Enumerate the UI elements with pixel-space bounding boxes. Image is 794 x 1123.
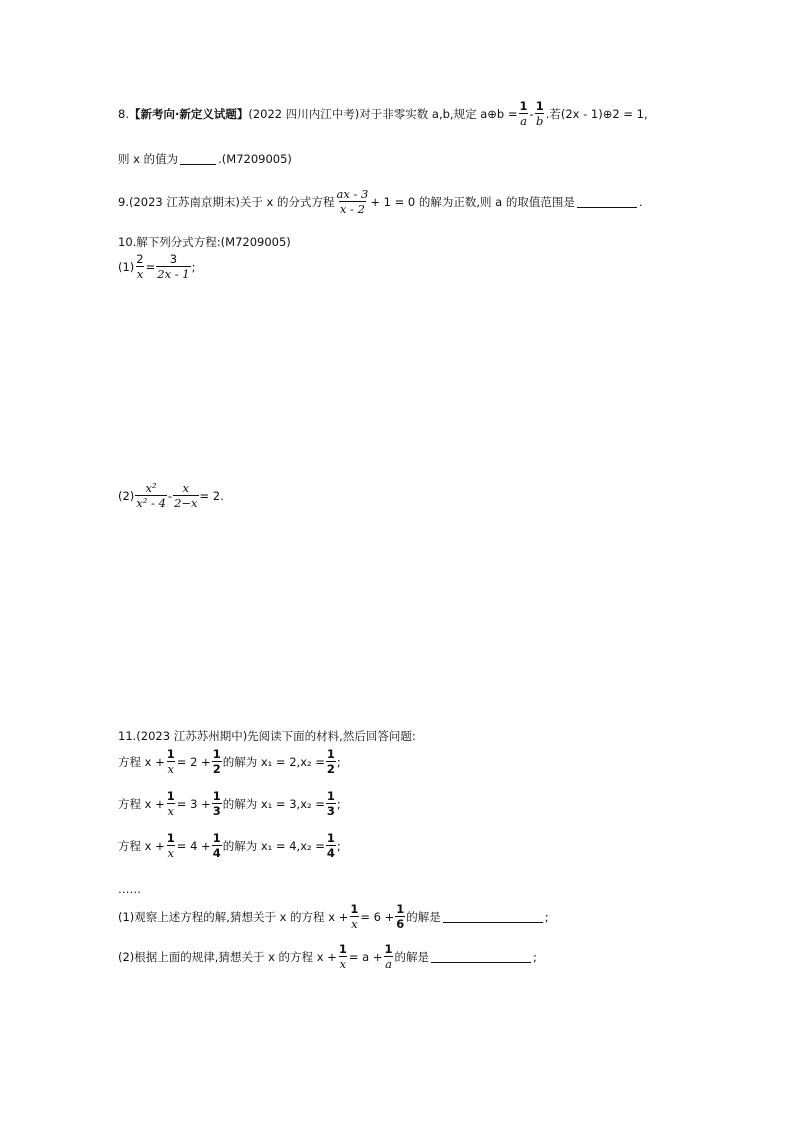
q11-s2-answer-blank[interactable] [431, 951, 531, 963]
q11-subquestion-1: (1)观察上述方程的解,猜想关于 x 的方程 x + $\frac{1}{x}$ = 6 + $\frac{1}{6}$ 的解是 ; [118, 902, 549, 932]
q8-text-a: 对于非零实数 a,b,规定 a⊕b = [359, 106, 518, 121]
q8-line2: 则 x 的值为 .(M7209005) [118, 152, 292, 166]
q8-number: 8. [118, 106, 129, 121]
q11-subquestion-2: (2)根据上面的规律,猜想关于 x 的方程 x + $\frac{1}{x}$ = a + $\frac{1}{a}$ 的解是 ; [118, 942, 537, 972]
q11-s1-answer-blank[interactable] [443, 911, 543, 923]
q8-source: (2022 四川内江中考) [248, 106, 360, 121]
q10-part1: (1) $\frac{2}{x}$ = $\frac{3}{2x - 1}$ ; [118, 252, 196, 282]
q10-title: 10.解下列分式方程:(M7209005) [118, 235, 291, 249]
q10-p2-right-fraction: $\frac{x}{2-x}$ [174, 481, 198, 511]
q8-line1: 8. 【新考向·新定义试题】 (2022 四川内江中考) 对于非零实数 a,b,规定 a⊕b = $\frac{1}{a}$ - $\frac{1}{b}$ .若(2x - 1)⊕2 = 1, [118, 99, 648, 129]
q8-text-b: .若(2x - 1)⊕2 = 1, [545, 106, 648, 121]
q8-answer-blank[interactable] [180, 153, 216, 165]
q11-title: 11.(2023 江苏苏州期中)先阅读下面的材料,然后回答问题: [118, 729, 416, 743]
q11-equation-2: 方程 x + $\frac{1}{x}$ = 3 + $\frac{1}{3}$ 的解为 x₁ = 3,x₂ = $\frac{1}{3}$ ; [118, 789, 341, 819]
q11-ellipsis: …… [118, 882, 141, 896]
q9-line: 9.(2023 江苏南京期末)关于 x 的分式方程 $\frac{ax - 3}{x - 2}$ + 1 = 0 的解为正数,则 a 的取值范围是 . [118, 187, 643, 217]
q8-fraction-1: $\frac{1}{a}$ [519, 99, 528, 129]
q8-tag: 【新考向·新定义试题】 [128, 106, 249, 121]
q10-part2: (2) $\frac{\text{x²}}{\text{x² - 4}}$ - $\frac{x}{2-x}$ = 2. [118, 481, 224, 511]
q8-fraction-2: $\frac{1}{b}$ [535, 99, 544, 129]
q10-p1-right-fraction: $\frac{3}{2x - 1}$ [157, 252, 190, 282]
q10-p2-left-fraction: $\frac{\text{x²}}{\text{x² - 4}}$ [136, 481, 166, 511]
q9-fraction: $\frac{ax - 3}{x - 2}$ [336, 187, 369, 217]
q11-equation-3: 方程 x + $\frac{1}{x}$ = 4 + $\frac{1}{4}$ 的解为 x₁ = 4,x₂ = $\frac{1}{4}$ ; [118, 831, 341, 861]
q9-answer-blank[interactable] [577, 196, 637, 208]
q10-p1-left-fraction: $\frac{2}{x}$ [136, 252, 144, 282]
q11-equation-1: 方程 x + $\frac{1}{x}$ = 2 + $\frac{1}{2}$ 的解为 x₁ = 2,x₂ = $\frac{1}{2}$ ; [118, 747, 341, 777]
